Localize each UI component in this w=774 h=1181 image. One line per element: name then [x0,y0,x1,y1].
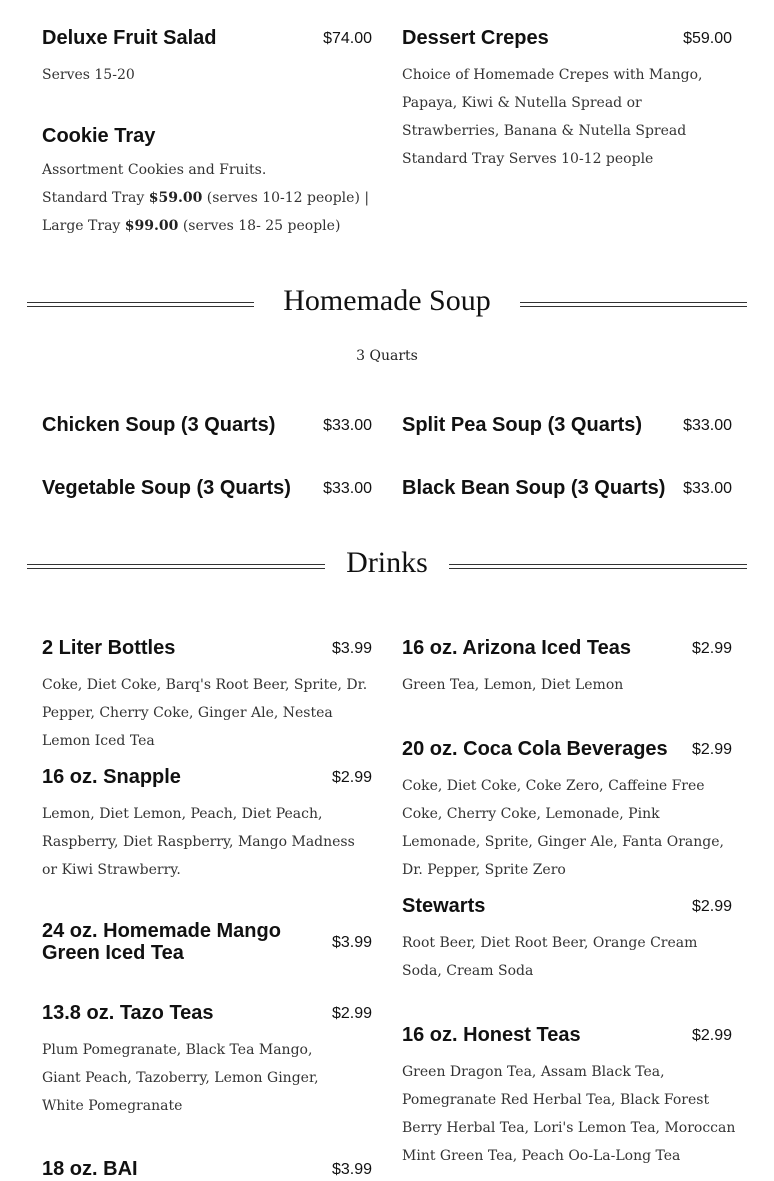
item-title-dessert-crepes: Dessert Crepes [402,27,549,49]
item-desc-arizona-iced-teas: Green Tea, Lemon, Diet Lemon [402,677,624,693]
item-title-bai: 18 oz. BAI [42,1158,138,1180]
item-desc-tazo-teas: Plum Pomegranate, Black Tea Mango, Giant Peach, Tazoberry, Lemon Ginger, White Pomegranate [42,1042,319,1114]
item-price-arizona-iced-teas: $2.99 [691,640,732,657]
item-desc-cookie-tray-sizes: Standard Tray $59.00 (serves 10-12 people) | Large Tray $99.00 (serves 18- 25 people) [42,190,370,234]
item-title-stewarts: Stewarts [402,895,486,917]
item-price-coca-cola-beverages: $2.99 [691,741,732,758]
item-price-tazo-teas: $2.99 [331,1005,372,1022]
section-title-soup: Homemade Soup [0,283,774,319]
item-title-snapple: 16 oz. Snapple [42,766,181,788]
item-title-mango-green-iced-tea: 24 oz. Homemade Mango Green Iced Tea [42,920,281,964]
item-price-vegetable-soup: $33.00 [323,480,372,497]
item-desc-cookie-tray: Assortment Cookies and Fruits. [42,162,267,178]
item-price-deluxe-fruit-salad: $74.00 [323,30,372,47]
item-desc-deluxe-fruit-salad: Serves 15-20 [42,67,135,83]
item-title-cookie-tray: Cookie Tray [42,125,156,147]
item-title-split-pea-soup: Split Pea Soup (3 Quarts) [402,414,643,436]
item-price-dessert-crepes: $59.00 [683,30,732,47]
item-title-2-liter-bottles: 2 Liter Bottles [42,637,176,659]
item-title-chicken-soup: Chicken Soup (3 Quarts) [42,414,276,436]
item-price-black-bean-soup: $33.00 [683,480,732,497]
item-desc-coca-cola-beverages: Coke, Diet Coke, Coke Zero, Caffeine Free Coke, Cherry Coke, Lemonade, Pink Lemonade, Sprite, Ginger Ale, Fanta Orange, Dr. Pepper, Sprite Zero [402,778,724,878]
item-desc-dessert-crepes-serving: Standard Tray Serves 10-12 people [402,151,654,167]
item-title-coca-cola-beverages: 20 oz. Coca Cola Beverages [402,738,668,760]
item-price-stewarts: $2.99 [691,898,732,915]
item-desc-dessert-crepes: Choice of Homemade Crepes with Mango, Papaya, Kiwi & Nutella Spread or Strawberries, Banana & Nutella Spread [402,67,703,139]
item-desc-2-liter-bottles: Coke, Diet Coke, Barq's Root Beer, Sprite, Dr. Pepper, Cherry Coke, Ginger Ale, Nestea Lemon Iced Tea [42,677,368,749]
item-desc-snapple: Lemon, Diet Lemon, Peach, Diet Peach, Raspberry, Diet Raspberry, Mango Madness or Kiwi Strawberry. [42,806,355,878]
item-price-mango-green-iced-tea: $3.99 [331,934,372,951]
item-title-deluxe-fruit-salad: Deluxe Fruit Salad [42,27,217,49]
item-desc-honest-teas: Green Dragon Tea, Assam Black Tea, Pomegranate Red Herbal Tea, Black Forest Berry Herbal Tea, Lori's Lemon Tea, Moroccan Mint Green Tea, Peach Oo-La-Long Tea [402,1064,736,1164]
section-title-drinks: Drinks [0,545,774,581]
item-price-2-liter-bottles: $3.99 [331,640,372,657]
item-desc-stewarts: Root Beer, Diet Root Beer, Orange Cream Soda, Cream Soda [402,935,698,979]
item-price-bai: $3.99 [331,1161,372,1178]
item-title-vegetable-soup: Vegetable Soup (3 Quarts) [42,477,291,499]
item-title-black-bean-soup: Black Bean Soup (3 Quarts) [402,477,666,499]
item-price-chicken-soup: $33.00 [323,417,372,434]
item-price-honest-teas: $2.99 [691,1027,732,1044]
section-subtitle-soup: 3 Quarts [356,348,418,364]
item-price-snapple: $2.99 [331,769,372,786]
item-title-arizona-iced-teas: 16 oz. Arizona Iced Teas [402,637,631,659]
item-price-split-pea-soup: $33.00 [683,417,732,434]
item-title-tazo-teas: 13.8 oz. Tazo Teas [42,1002,214,1024]
item-title-honest-teas: 16 oz. Honest Teas [402,1024,581,1046]
